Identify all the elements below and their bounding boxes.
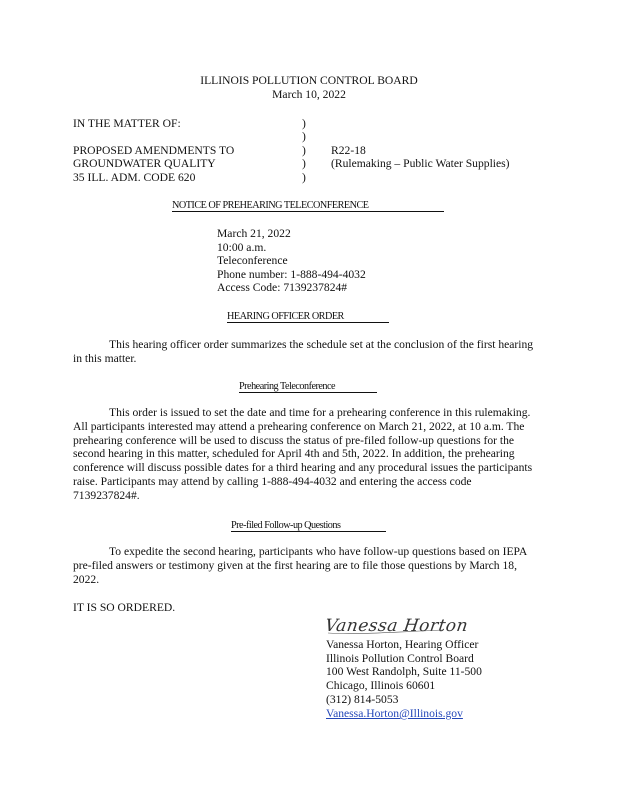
caption-paren: ) <box>302 117 306 130</box>
docket-description: (Rulemaking – Public Water Supplies) <box>331 157 510 170</box>
caption-title-line-1: PROPOSED AMENDMENTS TO <box>73 144 235 157</box>
prehearing-heading-text: Prehearing Teleconference <box>239 381 336 392</box>
in-the-matter-label: IN THE MATTER OF: <box>73 117 181 130</box>
handwritten-signature <box>323 612 470 638</box>
prehearing-heading <box>239 380 335 394</box>
signature-name-title: Vanessa Horton, Hearing Officer <box>326 638 479 651</box>
docket-number: R22-18 <box>331 144 366 157</box>
caption-title-line-2: GROUNDWATER QUALITY <box>73 157 216 170</box>
notice-access-code: Access Code: 7139237824# <box>217 281 348 294</box>
notice-heading-underline <box>172 211 444 212</box>
order-heading-text: HEARING OFFICER ORDER <box>227 311 344 322</box>
prehearing-heading-underline <box>239 392 377 393</box>
caption-title-line-3: 35 ILL. ADM. CODE 620 <box>73 171 196 184</box>
signature-phone: (312) 814-5053 <box>326 693 399 706</box>
svg-text:Vanessa Horton: Vanessa Horton <box>323 616 470 636</box>
caption-paren: ) <box>302 157 306 170</box>
caption-paren: ) <box>302 171 306 184</box>
followup-heading <box>231 519 340 533</box>
notice-date: March 21, 2022 <box>217 227 291 240</box>
signature-agency: Illinois Pollution Control Board <box>326 652 474 665</box>
document-date: March 10, 2022 <box>272 88 346 101</box>
caption-paren: ) <box>302 130 306 143</box>
followup-paragraph <box>73 545 539 586</box>
signature-address: 100 West Randolph, Suite 11-500 <box>326 665 482 678</box>
notice-heading <box>172 199 369 213</box>
followup-heading-text: Pre-filed Follow-up Questions <box>231 520 341 531</box>
notice-phone: Phone number: 1-888-494-4032 <box>217 268 366 281</box>
prehearing-paragraph <box>73 406 539 503</box>
notice-format: Teleconference <box>217 254 288 267</box>
intro-paragraph <box>73 338 539 366</box>
followup-paragraph-text: To expedite the second hearing, participants who have follow-up questions based on IEPA pre-filed answers or testimony given at the first hearing are to file those questions by March 18, 2022. <box>73 545 527 586</box>
followup-heading-underline <box>231 531 386 532</box>
signature-city: Chicago, Illinois 60601 <box>326 679 436 692</box>
order-heading <box>227 310 344 324</box>
signature-email-link[interactable]: Vanessa.Horton@Illinois.gov <box>326 707 463 720</box>
order-heading-underline <box>227 322 389 323</box>
notice-time: 10:00 a.m. <box>217 241 267 254</box>
closing-statement: IT IS SO ORDERED. <box>73 601 176 614</box>
caption-paren: ) <box>302 144 306 157</box>
prehearing-paragraph-text: This order is issued to set the date and time for a prehearing conference in this rulemaking. All participants interested may attend a prehearing conference on March 21, 2022, at 10 a.m. The prehearing conference will be used to discuss the status of pre-filed follow-up questions for the second hearing in this matter, scheduled for April 4th and 5th, 2022. In addition, the prehearing conference will discuss possible dates for a third hearing and any procedural issues the participants raise. Participants may attend by calling 1-888-494-4032 and entering the access code 7139237824#. <box>73 406 533 502</box>
notice-heading-text: NOTICE OF PREHEARING TELECONFERENCE <box>172 200 369 211</box>
board-name: ILLINOIS POLLUTION CONTROL BOARD <box>200 74 418 87</box>
intro-paragraph-text: This hearing officer order summarizes the schedule set at the conclusion of the first hearing in this matter. <box>73 338 534 365</box>
